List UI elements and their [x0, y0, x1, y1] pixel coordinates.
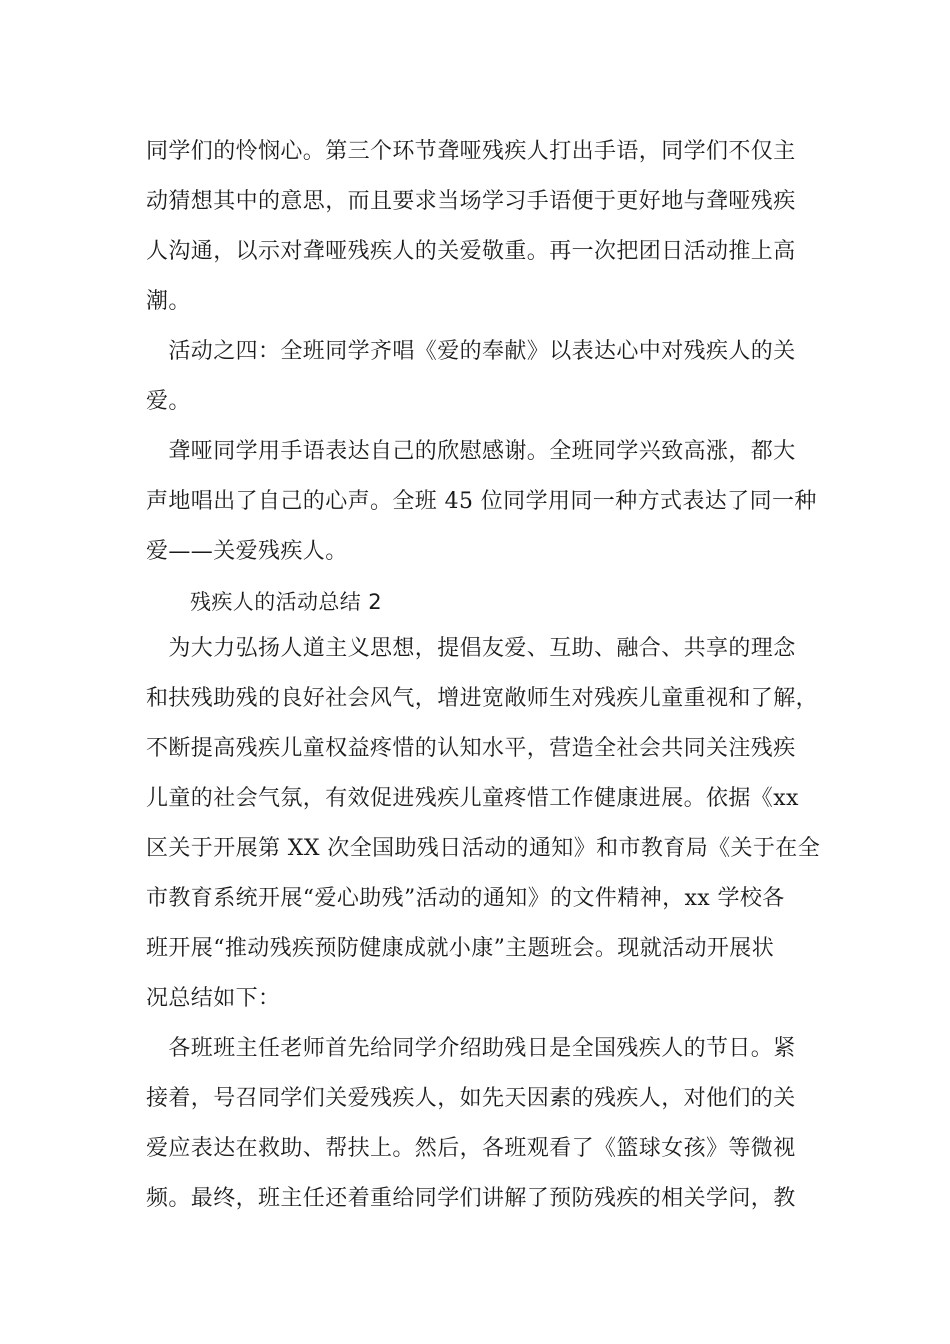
text-line: 人沟通，以示对聋哑残疾人的关爱敬重。再一次把团日活动推上高	[146, 239, 796, 264]
text-line: 爱。	[146, 389, 191, 414]
text-line: 市教育系统开展“爱心助残”活动的通知》的文件精神，xx 学校各	[146, 886, 785, 911]
text-line: 况总结如下：	[146, 986, 281, 1011]
text-line: 接着，号召同学们关爱残疾人，如先天因素的残疾人，对他们的关	[146, 1086, 796, 1111]
text-line: 区关于开展第 XX 次全国助残日活动的通知》和市教育局《关于在全	[146, 836, 821, 861]
text-line: 为大力弘扬人道主义思想，提倡友爱、互助、融合、共享的理念	[146, 636, 796, 661]
text-line: 同学们的怜悯心。第三个环节聋哑残疾人打出手语，同学们不仅主	[146, 139, 796, 164]
text-line: 爱应表达在救助、帮扶上。然后，各班观看了《篮球女孩》等微视	[146, 1136, 796, 1161]
text-line: 聋哑同学用手语表达自己的欣慰感谢。全班同学兴致高涨，都大	[146, 439, 796, 464]
text-line: 声地唱出了自己的心声。全班 45 位同学用同一种方式表达了同一种	[146, 489, 817, 514]
text-line: 频。最终，班主任还着重给同学们讲解了预防残疾的相关学问，教	[146, 1186, 796, 1211]
section-heading: 残疾人的活动总结 2	[190, 590, 383, 614]
text-line: 和扶残助残的良好社会风气，增进宽敞师生对残疾儿童重视和了解，	[146, 686, 819, 711]
text-line: 不断提高残疾儿童权益疼惜的认知水平，营造全社会共同关注残疾	[146, 736, 796, 761]
text-line: 潮。	[146, 289, 191, 314]
text-line: 动猜想其中的意思，而且要求当场学习手语便于更好地与聋哑残疾	[146, 189, 796, 214]
text-line: 儿童的社会气氛，有效促进残疾儿童疼惜工作健康进展。依据《xx	[146, 786, 799, 811]
text-line: 班开展“推动残疾预防健康成就小康”主题班会。现就活动开展状	[146, 936, 775, 961]
text-line: 活动之四：全班同学齐唱《爱的奉献》以表达心中对残疾人的关	[146, 339, 796, 364]
text-line: 爱——关爱残疾人。	[146, 539, 348, 564]
text-line: 各班班主任老师首先给同学介绍助残日是全国残疾人的节日。紧	[146, 1036, 796, 1061]
